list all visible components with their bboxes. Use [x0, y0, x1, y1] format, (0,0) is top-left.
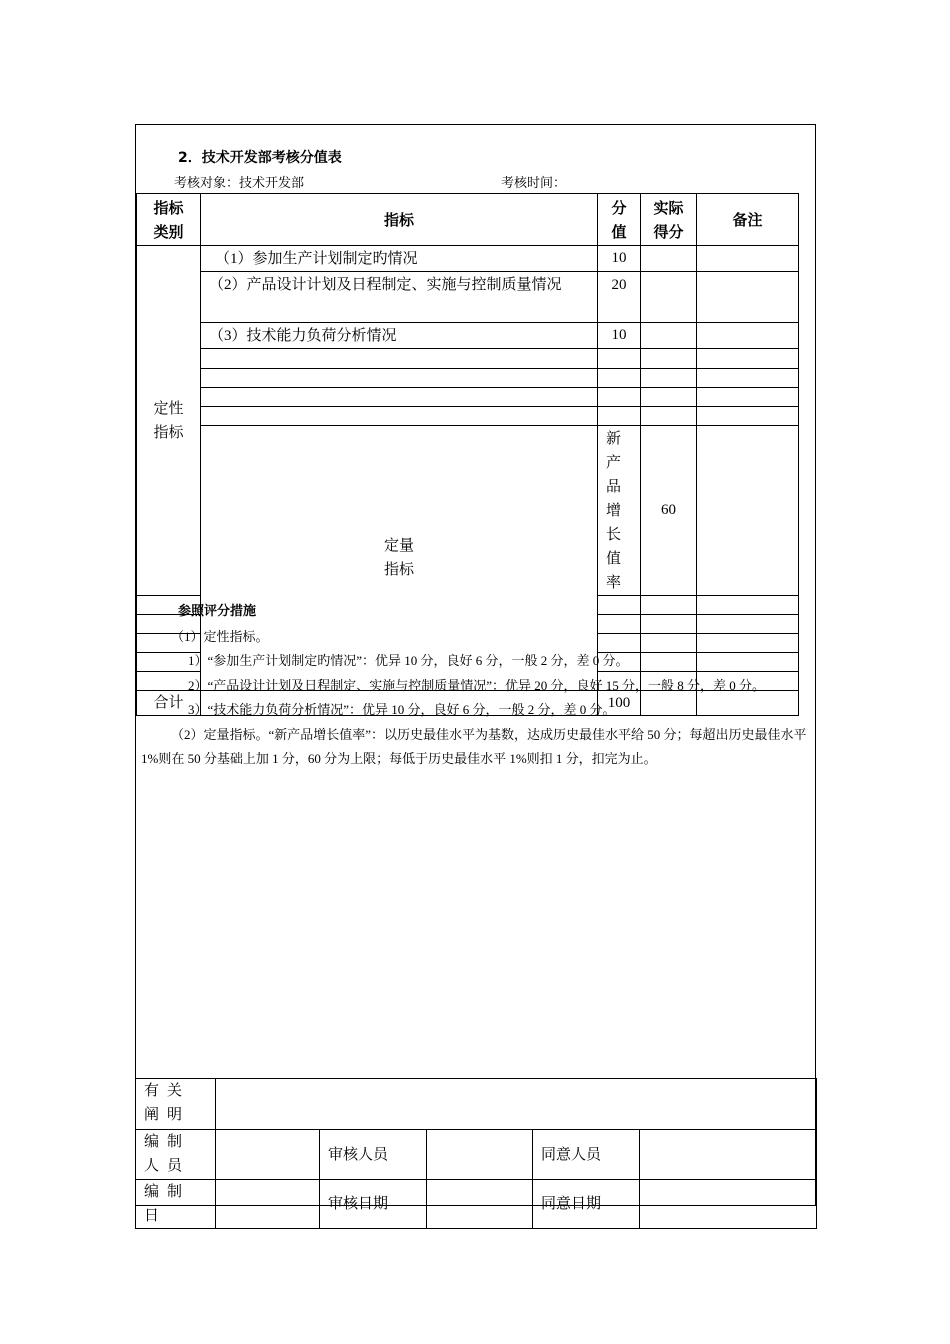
compile-date-field[interactable] — [216, 1180, 320, 1229]
table-row — [137, 407, 799, 426]
explanation-label: 有关阐明 — [136, 1079, 216, 1130]
page-title: 2．技术开发部考核分值表 — [178, 150, 342, 166]
indicator-cell: （2）产品设计计划及日程制定、实施与控制质量情况 — [201, 272, 598, 323]
explanation-field[interactable] — [216, 1079, 817, 1130]
header-actual-score: 实际 得分 — [641, 194, 697, 246]
score-table-header — [137, 194, 799, 246]
score-cell: 10 — [598, 246, 641, 272]
actual-score-cell[interactable] — [641, 323, 697, 349]
qualitative-category: 定性 指标 — [137, 246, 201, 596]
assessment-time: 考核时间： — [501, 175, 567, 190]
reviewer-field[interactable] — [427, 1130, 533, 1180]
remark-cell[interactable] — [697, 272, 799, 323]
approver-label: 同意人员 — [533, 1130, 640, 1180]
approver-field[interactable] — [640, 1130, 817, 1180]
table-row — [137, 349, 799, 369]
explanation-row — [136, 1079, 817, 1130]
measures-heading: 参照评分措施 — [178, 604, 257, 619]
score-cell: 20 — [598, 272, 641, 323]
assessment-object: 考核对象：技术开发部 — [174, 175, 305, 190]
personnel-row — [136, 1130, 817, 1180]
table-row — [137, 388, 799, 407]
review-date-label: 审核日期 — [320, 1180, 427, 1229]
table-row — [137, 323, 799, 349]
total-label: 合计 — [137, 691, 201, 716]
scoring-measures — [141, 600, 809, 772]
score-cell: 60 — [641, 426, 697, 596]
compiler-label: 编制人员 — [136, 1130, 216, 1180]
table-row — [137, 272, 799, 323]
indicator-cell: （3）技术能力负荷分析情况 — [201, 323, 598, 349]
remark-cell[interactable] — [697, 246, 799, 272]
approve-date-field[interactable] — [640, 1180, 817, 1229]
table-row — [137, 246, 799, 272]
sign-off-table — [135, 1078, 817, 1229]
actual-score-cell[interactable] — [697, 426, 799, 596]
indicator-cell: （1）参加生产计划制定旳情况 — [201, 246, 598, 272]
measure-item-3: 3）“技术能力负荷分析情况”：优异 10 分，良好 6 分，一般 2 分，差 0 分。 — [188, 702, 616, 717]
header-indicator: 指标 — [201, 194, 598, 246]
measure-item-1: 1）“参加生产计划制定旳情况”：优异 10 分，良好 6 分，一般 2 分，差 0 分。 — [188, 653, 629, 668]
date-row — [136, 1180, 817, 1229]
header-remark: 备注 — [697, 194, 799, 246]
measure-item-2: 2）“产品设计计划及日程制定、实施与控制质量情况”：优异 20 分，良好 15 分，一般 8 分，差 0 分。 — [188, 677, 766, 693]
compiler-field[interactable] — [216, 1130, 320, 1180]
review-date-field[interactable] — [427, 1180, 533, 1229]
actual-score-cell[interactable] — [641, 246, 697, 272]
header-category: 指标 类别 — [137, 194, 201, 246]
table-row — [137, 369, 799, 388]
indicator-cell: 新产品增长值率 — [598, 426, 641, 596]
measure-quantitative: （2）定量指标。“新产品增长值率”：以历史最佳水平为基数，达成历史最佳水平给 50 分；每超出历史最佳水平 1%则在 50 分基础上加 1 分，60 分为上限；每低于历史最佳水平 1%则扣 1 分，扣完为止。 — [141, 726, 807, 766]
quantitative-category: 定量 指标 — [201, 426, 598, 691]
measure-qualitative: （1）定性指标。 — [171, 628, 269, 644]
compile-date-label: 编制日 — [136, 1180, 216, 1229]
table-row — [137, 426, 799, 596]
reviewer-label: 审核人员 — [320, 1130, 427, 1180]
actual-score-cell[interactable] — [641, 272, 697, 323]
header-score: 分 值 — [598, 194, 641, 246]
total-score: 100 — [598, 691, 641, 716]
approve-date-label: 同意日期 — [533, 1180, 640, 1229]
score-cell: 10 — [598, 323, 641, 349]
remark-cell[interactable] — [697, 323, 799, 349]
